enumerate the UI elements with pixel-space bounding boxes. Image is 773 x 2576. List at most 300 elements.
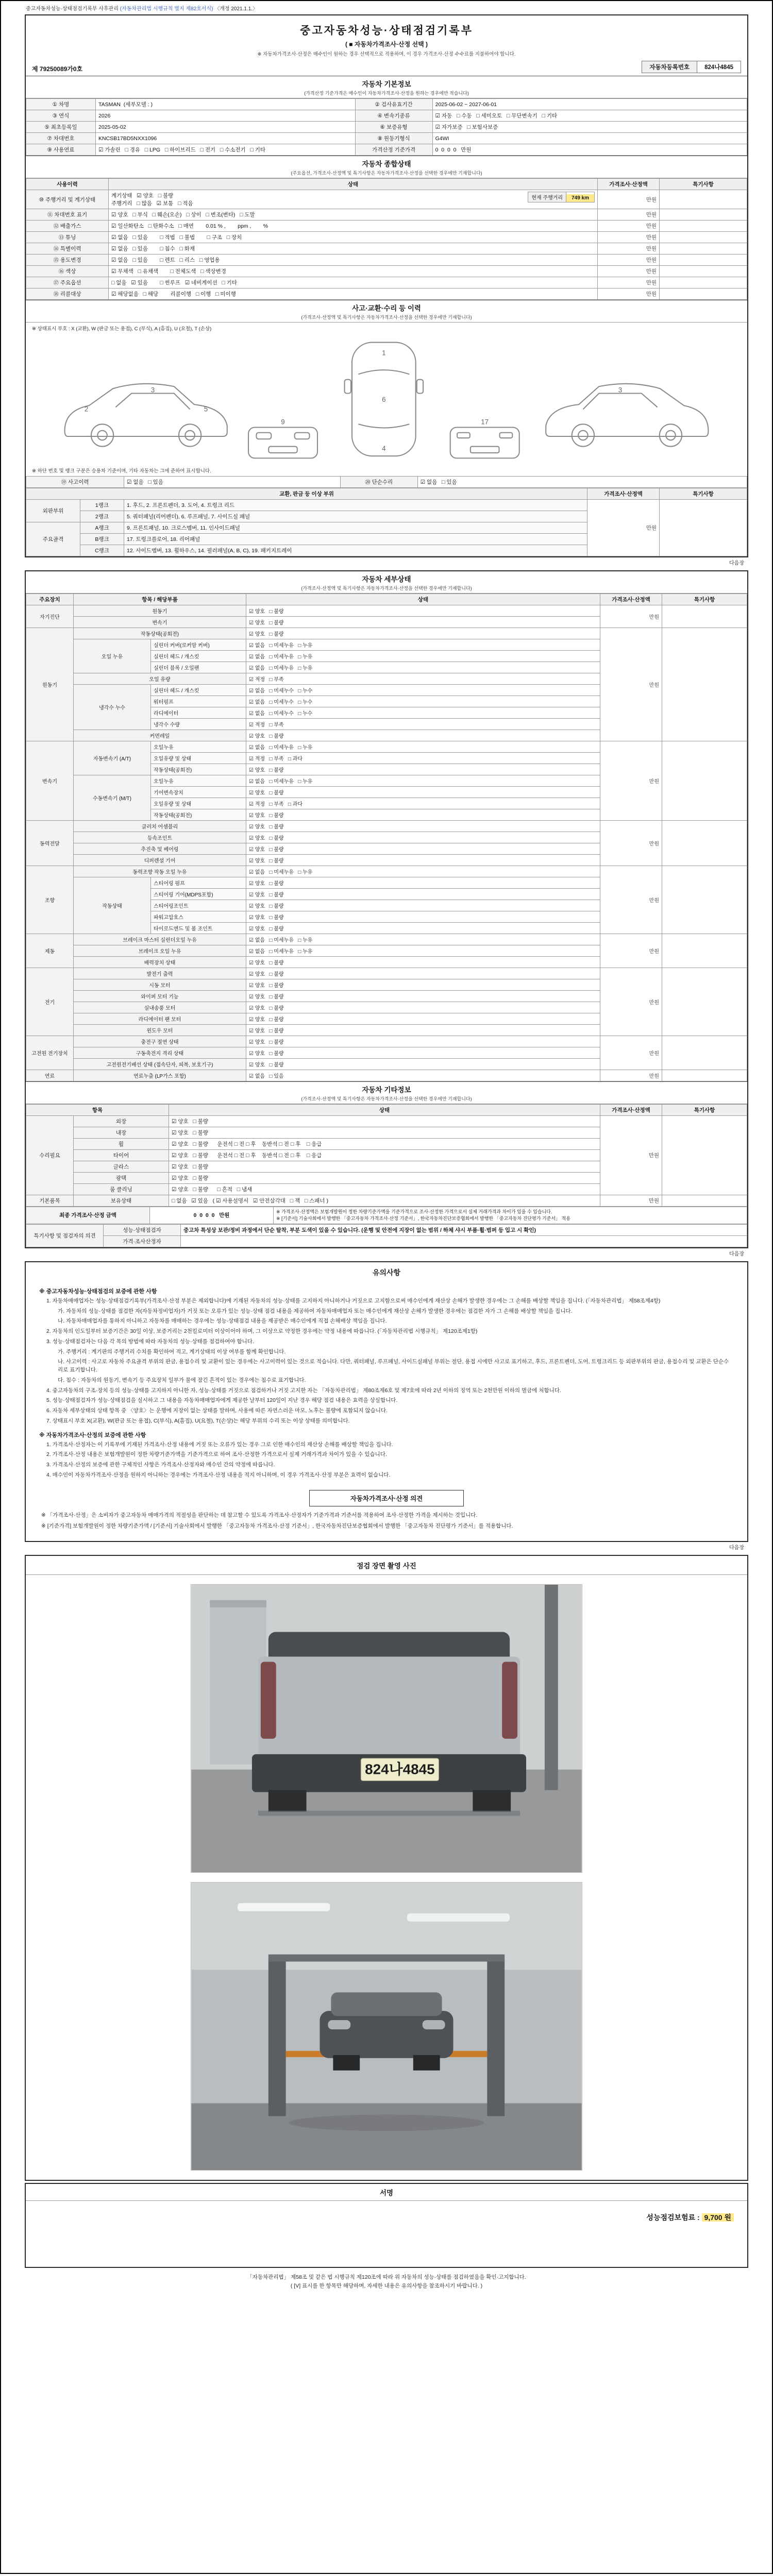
option-line: ☑ 해당없음 □ 해당 리콜이행 □ 이행 □ 미이행 [111, 291, 236, 297]
field-value[interactable]: 0 0 0 0 만원 [432, 144, 747, 156]
appraisal-opinion-par-1: ※ 「가격조사·산정」은 소비자가 중고자동차 매매가격의 적절성을 판단하는 데 참고할 수 있도록 가격조사·산정자가 기준가격과 기준서를 적용하여 조사·산정한 가격을 제시하는 것입니다. [41, 1512, 478, 1518]
item-label: 자동변속기 (A/T) [74, 741, 151, 775]
checkbox-group[interactable]: ☑ 적정 □ 부족 □ 과다 [246, 798, 600, 809]
item-label: 추진축 및 베어링 [74, 843, 246, 854]
field-label: ⑧ 원동기형식 [355, 133, 432, 144]
form-reference-note [25, 3, 748, 14]
signature-area[interactable] [26, 2201, 747, 2267]
price-cell: 만원 [600, 1115, 662, 1195]
checkbox-group[interactable]: ☑ 없음 □ 미세누유 □ 누유 [246, 662, 600, 673]
subitem-label: 스티어링 펌프 [151, 877, 246, 888]
subitem-label: 실린더 블록 / 오일팬 [151, 662, 246, 673]
subitem-label: 파워고압호스 [151, 911, 246, 922]
section-note: (가격조사·산정액 및 특기사항은 자동차가격조사·산정을 선택한 경우에만 기재합니다) [301, 1096, 472, 1101]
device-label: 변속기 [26, 741, 74, 820]
checkbox-group[interactable] [109, 266, 598, 277]
basic-info-row [26, 144, 747, 156]
subitem-label: 스티어링 기어(MDPS포함) [151, 888, 246, 900]
item-label: 와이퍼 모터 기능 [74, 990, 246, 1002]
section-overall-state [26, 156, 747, 178]
rank-parts: 17. 트렁크플로어, 18. 리어패널 [124, 533, 587, 545]
checkbox-group[interactable]: ☑ 양호 □ 불량 [246, 854, 600, 866]
note-cell [662, 820, 747, 866]
subitem-label: 실린더 헤드 / 개스킷 [151, 684, 246, 696]
col-state: 상태 [169, 1104, 600, 1115]
item-label: 브레이크 마스터 실린더오일 누유 [74, 934, 246, 945]
overall-state-table [26, 178, 747, 300]
checkbox-group[interactable]: ☑ 적정 □ 부족 □ 과다 [246, 752, 600, 764]
field-label: ② 검사유효기간 [355, 99, 432, 110]
notices-title: 유의사항 [372, 1268, 401, 1277]
notice-item: 2. 자동차의 인도일부터 보증기간은 30일 이상, 보증거리는 2천킬로미터 이상이어야 하며, 그 이상으로 약정한 경우에는 약정 내용에 따릅니다. (「자동차관리법 시행규칙」 제120조제1항) [46, 1328, 478, 1335]
overall-state-row [26, 243, 747, 255]
svg-text:6: 6 [382, 395, 386, 403]
document-number-row [26, 61, 747, 76]
opinion-section-label: 특기사항 및 점검자의 의견 [26, 1224, 104, 1247]
item-label: 라디에이터 팬 모터 [74, 1013, 246, 1024]
price-cell: 만원 [600, 628, 662, 741]
photos-box [25, 1555, 748, 2181]
inspector-opinion-row [26, 1235, 747, 1247]
field-value[interactable]: G4WI [432, 133, 747, 144]
simple-repair-options[interactable]: ☑ 없음 □ 있음 [417, 476, 747, 487]
item-label: 오일 누유 [74, 639, 151, 673]
section-note: (주요옵션, 가격조사·산정액 및 특기사항은 자동차가격조사·산정을 선택한 경우에만 기재합니다) [291, 171, 482, 176]
checkbox-group[interactable] [109, 255, 598, 266]
svg-text:3: 3 [618, 386, 623, 394]
registration-number-box [642, 61, 741, 73]
subitem-label: 작동상태(공회전) [151, 809, 246, 820]
checkbox-group[interactable] [109, 221, 598, 232]
item-label: ⑰ 주요옵션 [26, 277, 109, 289]
detail-state-row [26, 820, 747, 832]
price-cell: 만원 [598, 232, 660, 243]
diagram-basis-note: ※ 하단 번호 및 랭크 구분은 승용차 기준이며, 기타 자동차는 그에 준하여 표시합니다. [32, 468, 211, 474]
rank-parts: 5. 쿼터패널(리어펜더), 6. 루프패널, 7. 사이드실 패널 [124, 511, 587, 522]
next-page-link[interactable]: 다음장 [729, 1545, 744, 1551]
item-label: 발전기 출력 [74, 968, 246, 979]
note-cell [662, 1115, 747, 1195]
field-value[interactable]: KNCSB17BD5NXX1096 [96, 133, 356, 144]
field-value[interactable]: 2025-05-02 [96, 122, 356, 133]
insurance-fee [646, 2212, 734, 2223]
checkbox-group[interactable]: ☑ 양호 □ 불량 [246, 764, 600, 775]
option-line: ☑ 양호 □ 부식 □ 훼손(오손) □ 상이 □ 변조(변타) □ 도말 [111, 212, 255, 218]
note-cell [660, 243, 747, 255]
inspector-opinion-row [26, 1224, 747, 1235]
svg-text:4: 4 [382, 444, 386, 452]
final-price-table [26, 1207, 747, 1224]
final-price-notes [274, 1207, 747, 1224]
next-page-link[interactable]: 다음장 [729, 560, 744, 566]
signature-box [25, 2183, 748, 2268]
field-label: 가격산정 기준가격 [355, 144, 432, 156]
inspector-opinion-text[interactable]: 중고차 특성상 보관/정비 과정에서 단순 탈착, 부분 도색이 있을 수 있습니다. (운행 및 안전에 지장이 없는 범위 / 하체 샤시 부품·휠·범퍼 등 입고 시 확인) [181, 1224, 747, 1235]
detail-state-row [26, 866, 747, 877]
svg-text:1: 1 [382, 349, 386, 357]
checkbox-group[interactable]: ☑ 양호 □ 불량 [169, 1127, 600, 1138]
field-label: ③ 연식 [26, 110, 96, 122]
item-label: 보유상태 [74, 1195, 169, 1206]
checkbox-group[interactable]: ☑ 양호 □ 불량 [246, 843, 600, 854]
checkbox-group[interactable]: ☑ 양호 □ 불량 [246, 832, 600, 843]
checkbox-group[interactable]: ☑ 양호 □ 불량 [246, 900, 600, 911]
item-label: 변속기 [74, 616, 246, 628]
field-value[interactable]: ☑ 가솔린 □ 경유 □ LPG □ 하이브리드 □ 전기 □ 수소전기 □ 기타 [96, 144, 356, 156]
item-label: ⑫ 배출가스 [26, 221, 109, 232]
price-cell: 만원 [600, 968, 662, 1036]
checkbox-group[interactable]: ☑ 양호 □ 불량 [246, 1047, 600, 1058]
checkbox-group[interactable]: ☑ 적정 □ 부족 [246, 718, 600, 730]
option-line: 주행거리 □ 많음 ☑ 보통 □ 적음 [111, 200, 193, 207]
inspection-photo-lift [191, 1882, 582, 2171]
final-price-note-1: ※ 가격조사·산정액은 보험개발원이 정한 차량기준가액을 기준가격으로 조사·산정한 가격으로서 실제 거래가격과 차이가 있을 수 있습니다. [276, 1209, 552, 1214]
vehicle-damage-diagram[interactable] [41, 333, 732, 466]
svg-text:9: 9 [281, 418, 285, 426]
rank-label: C랭크 [80, 545, 124, 556]
item-label: 외장 [74, 1115, 169, 1127]
price-cell: 만원 [598, 221, 660, 232]
subitem-label: 오일유량 및 상태 [151, 752, 246, 764]
checkbox-group[interactable]: ☑ 양호 □ 불량 [246, 1036, 600, 1047]
detail-state-row [26, 1036, 747, 1047]
inspection-photo-rear [191, 1584, 582, 1873]
section-accident-history [26, 300, 747, 323]
notice-item: 3. 성능·상태점검자는 다음 각 목의 방법에 따라 자동차의 성능·상태를 점검하여야 합니다. [46, 1338, 254, 1345]
subitem-label: 실린더 헤드 / 개스킷 [151, 650, 246, 662]
main-form-box [25, 14, 748, 557]
item-label: 시동 모터 [74, 979, 246, 990]
rank-label: 2랭크 [80, 511, 124, 522]
note-cell [660, 209, 747, 221]
checkbox-group[interactable]: ☑ 양호 □ 불량 [246, 877, 600, 888]
detail-state-row [26, 741, 747, 752]
col-state: 상태 [246, 594, 600, 605]
item-label: 등속조인트 [74, 832, 246, 843]
checkbox-group[interactable]: ☑ 양호 □ 불량 [246, 605, 600, 616]
option-line: ☑ 없음 □ 있음 □ 적법 □ 불법 □ 구조 □ 장치 [111, 234, 242, 241]
overall-state-row [26, 289, 747, 300]
rank-parts: 12. 사이드멤버, 13. 휠하우스, 14. 필러패널(A, B, C), 19. 패키지트레이 [124, 545, 587, 556]
checkbox-group[interactable]: ☑ 양호 □ 불량 [246, 628, 600, 639]
overall-state-row [26, 221, 747, 232]
checkbox-group[interactable]: ☑ 양호 □ 불량 [246, 922, 600, 934]
subitem-label: 냉각수 수량 [151, 718, 246, 730]
checkbox-group[interactable]: ☑ 양호 □ 불량 [246, 1024, 600, 1036]
rank-label: A랭크 [80, 522, 124, 533]
subitem-label: 라디에이터 [151, 707, 246, 718]
col-note: 특기사항 [660, 179, 747, 190]
checkbox-group[interactable]: ☑ 양호 □ 불량 [246, 888, 600, 900]
item-label: 작동상태(공회전) [74, 628, 246, 639]
notice-item: 5. 성능·상태점검자가 성능·상태점검을 실시하고 그 내용을 자동차매매업자에게 제공한 날부터 120일이 지난 경우 해당 점검 내용은 효력을 상실합니다. [46, 1397, 398, 1404]
checkbox-group[interactable]: ☑ 양호 □ 불량 [169, 1161, 600, 1172]
note-cell [660, 232, 747, 243]
item-label: ⑬ 튜닝 [26, 232, 109, 243]
item-label: 연료누출 (LP가스 포함) [74, 1070, 246, 1081]
item-label: 글라스 [74, 1161, 169, 1172]
checkbox-group[interactable] [109, 277, 598, 289]
notices-content [26, 1287, 747, 1480]
checkbox-group[interactable]: ☑ 적정 □ 부족 [246, 673, 600, 684]
option-line: 계기상태 ☑ 양호 □ 불량 [111, 193, 174, 199]
notice-item: 4. 매수인이 자동차가격조사·산정을 원하지 아니하는 경우에는 가격조사·산정 내용을 적지 아니하며, 이 경우 가격조사·산정 부분은 효력이 없습니다. [46, 1471, 391, 1478]
accident-history-options[interactable]: ☑ 없음 □ 있음 [124, 476, 341, 487]
misc-info-table [26, 1104, 747, 1207]
subitem-label: 오일누유 [151, 775, 246, 786]
checkbox-group[interactable]: ☑ 없음 □ 미세누유 □ 누유 [246, 866, 600, 877]
checkbox-group[interactable]: ☑ 없음 □ 있음 [246, 1070, 600, 1081]
item-label: 구동축전지 격리 상태 [74, 1047, 246, 1058]
checkbox-group[interactable]: ☑ 없음 □ 미세누수 □ 누수 [246, 684, 600, 696]
inspector-opinion-text[interactable] [181, 1235, 747, 1247]
final-price-value[interactable]: 0 0 0 0 만원 [150, 1207, 274, 1224]
item-label: ⑯ 색상 [26, 266, 109, 277]
checkbox-group[interactable]: ☑ 없음 □ 미세누유 □ 누유 [246, 639, 600, 650]
checkbox-group[interactable]: ☑ 양호 □ 불량 [246, 616, 600, 628]
note-cell [662, 1070, 747, 1081]
insurance-fee-label: 성능점검보험료 : [646, 2213, 700, 2222]
subitem-label: 오일누유 [151, 741, 246, 752]
field-value[interactable]: ☑ 자동 □ 수동 □ 세미오토 □ 무단변속기 □ 기타 [432, 110, 747, 122]
field-label: ⑦ 차대번호 [26, 133, 96, 144]
notice-heading: ※ 자동차가격조사·산정의 보증에 관한 사항 [39, 1432, 146, 1438]
note-cell [660, 277, 747, 289]
checkbox-group[interactable]: ☑ 없음 □ 미세누수 □ 누수 [246, 696, 600, 707]
note-cell [660, 190, 747, 209]
legal-footer-line-1: 「자동차관리법」 제58조 및 같은 법 시행규칙 제120조에 따라 위 자동차의 성능·상태를 점검하였음을 확인·고지합니다. [247, 2274, 526, 2281]
subitem-label: 워터펌프 [151, 696, 246, 707]
signature-title: 서명 [26, 2184, 747, 2201]
notice-item: 나. 사고이력 : 사고로 자동차 주요골격 부위의 판금, 용접수리 및 교환이 있는 경우에는 사고이력이 있는 것으로 적습니다. 다만, 쿼터패널, 루프패널, 사이드실패널 부위는 절단, 용접 시에만 사고로 표기하고, 후드, 프론트펜더, 도어, 트렁크리드 등 외판부위의 판금, 용접수리 및 교환은 단순수리로 표기합니다. [58, 1359, 729, 1374]
device-label: 조향 [26, 866, 74, 934]
notice-item: 나. 자동차매매업자를 통하지 아니하고 자동차를 매매하는 경우에는 성능·상태점검 내용을 제공받은 매수인에게 직접 손해배상 책임을 집니다. [58, 1318, 387, 1325]
license-plate-text: 824나4845 [365, 1761, 435, 1777]
checkbox-group[interactable] [109, 243, 598, 255]
misc-info-row [26, 1115, 747, 1127]
basic-info-table [26, 98, 747, 156]
section-note: (가격조사·산정액 및 특기사항은 자동차가격조사·산정을 선택한 경우에만 기재합니다) [301, 315, 472, 320]
checkbox-group[interactable]: ☑ 없음 □ 미세누유 □ 누유 [246, 945, 600, 956]
note-cell [660, 221, 747, 232]
final-price-label: 최종 가격조사·산정 금액 [26, 1207, 150, 1224]
checkbox-group[interactable]: ☑ 양호 □ 불량 운전석 □ 전 □ 후 동반석 □ 전 □ 후 □ 응급 [169, 1149, 600, 1161]
field-value[interactable]: ☑ 자가보증 □ 보험사보증 [432, 122, 747, 133]
note-cell [662, 934, 747, 968]
group-label: 기본품목 [26, 1195, 74, 1206]
accident-history-table [26, 476, 747, 488]
detail-state-row [26, 628, 747, 639]
svg-text:2: 2 [84, 405, 89, 413]
checkbox-group[interactable]: ☑ 없음 □ 미세누유 □ 누유 [246, 741, 600, 752]
form-revision-text: 〈개정 2021.1.1.〉 [214, 6, 258, 12]
checkbox-group[interactable] [109, 190, 598, 209]
price-cell: 만원 [600, 1195, 662, 1206]
price-cell: 만원 [600, 820, 662, 866]
device-label: 전기 [26, 968, 74, 1036]
checkbox-group[interactable] [109, 232, 598, 243]
price-cell: 만원 [598, 255, 660, 266]
svg-text:3: 3 [150, 386, 155, 394]
page-title: 중고자동차성능·상태점검기록부 [300, 25, 473, 37]
notice-item: 4. 중고자동차의 구조·장치 등의 성능·상태를 고지하지 아니한 자, 성능·상태를 거짓으로 점검하거나 거짓 고지한 자는 「자동차관리법」 제80조제6호 및 제7호에 따라 2년 이하의 징역 또는 2천만원 이하의 벌금에 처합니다. [46, 1387, 561, 1394]
section-note: (가격조사·산정액 및 특기사항은 자동차가격조사·산정을 선택한 경우에만 기재합니다) [301, 585, 472, 591]
notice-item: 6. 자동차 세부상태의 상태 항목 중 〈양호〉는 운행에 지장이 없는 상태를 말하며, 사용에 따른 자연스러운 마모, 노후는 불량에 포함되지 않습니다. [46, 1408, 388, 1414]
photo-lift-view [191, 1883, 582, 2170]
misc-info-row [26, 1195, 747, 1206]
note-cell [662, 741, 747, 820]
price-appraisal-option[interactable]: ( ■ 자동차가격조사·산정 선택 ) [345, 41, 428, 48]
device-label: 동력전달 [26, 820, 74, 866]
note-cell [660, 255, 747, 266]
inspector-opinion-table [26, 1224, 747, 1247]
item-label: 충전구 절연 상태 [74, 1036, 246, 1047]
notice-item: 3. 가격조사·산정의 보증에 관한 구체적인 사항은 가격조사·산정자와 매수인 간의 약정에 따릅니다. [46, 1462, 275, 1468]
subitem-label: 실린더 커버(로커암 커버) [151, 639, 246, 650]
item-label: 작동상태 [74, 877, 151, 934]
section-title: 자동차 종합상태 [362, 160, 411, 168]
checkbox-group[interactable]: ☑ 양호 □ 불량 [246, 786, 600, 798]
basic-info-row [26, 99, 747, 110]
field-label: ⑥ 보증유형 [355, 122, 432, 133]
item-label: ⑱ 리콜대상 [26, 289, 109, 300]
exchange-rank-row [26, 499, 747, 511]
col-note: 특기사항 [662, 1104, 747, 1115]
device-label: 고전원 전기장치 [26, 1036, 74, 1070]
checkbox-group[interactable] [109, 209, 598, 221]
checkbox-group[interactable]: ☑ 양호 □ 불량 [246, 1058, 600, 1070]
checkbox-group[interactable]: ☑ 양호 □ 불량 [246, 730, 600, 741]
checkbox-group[interactable]: ☑ 양호 □ 불량 운전석 □ 전 □ 후 동반석 □ 전 □ 후 □ 응급 [169, 1138, 600, 1149]
item-label: 내장 [74, 1127, 169, 1138]
checkbox-group[interactable]: ☑ 없음 □ 미세누수 □ 누수 [246, 707, 600, 718]
option-line: ☑ 일산화탄소 □ 탄화수소 □ 매연 0.01 % , ppm , % [111, 223, 268, 229]
col-item: 항목 [26, 1104, 169, 1115]
price-appraisal-note: ※ 자동차가격조사·산정은 매수인이 원하는 경우 선택적으로 적용하며, 이 경우 가격조사·산정 수수료를 지불하여야 합니다. [257, 52, 516, 57]
price-cell: 만원 [598, 209, 660, 221]
item-label: ⑭ 특별이력 [26, 243, 109, 255]
registration-number-label: 자동차등록번호 [642, 61, 697, 73]
item-label: 배력장치 상태 [74, 956, 246, 968]
document-number: 제 79250089가0호 [32, 65, 83, 73]
note-cell [662, 866, 747, 934]
field-label: ① 차명 [26, 99, 96, 110]
checkbox-group[interactable]: ☑ 양호 □ 불량 □ 흔적 □ 냄새 [169, 1183, 600, 1195]
inspector-role-label: 성능·상태점검자 [104, 1224, 181, 1235]
section-note: (가격산정 기준가격은 매수인이 자동차가격조사·산정을 원하는 경우에만 적습니다) [304, 91, 469, 96]
svg-text:5: 5 [204, 405, 208, 413]
subitem-label: 스티어링조인트 [151, 900, 246, 911]
notice-item: 가. 주행거리 : 계기판의 주행거리 수치를 확인하여 적고, 계기상태의 이상 여부를 함께 확인합니다. [58, 1348, 286, 1355]
item-label: 광택 [74, 1172, 169, 1183]
col-price: 가격조사·산정액 [587, 488, 660, 499]
detail-state-row [26, 1070, 747, 1081]
rank-parts: 9. 프론트패널, 10. 크로스멤버, 11. 인사이드패널 [124, 522, 587, 533]
col-device: 주요장치 [26, 594, 74, 605]
rank-label: 1랭크 [80, 499, 124, 511]
col-item: 항목 / 해당부품 [74, 594, 246, 605]
col-state: 상태 [109, 179, 598, 190]
item-label: ⑮ 용도변경 [26, 255, 109, 266]
checkbox-group[interactable]: ☑ 양호 □ 불량 [246, 956, 600, 968]
price-cell: 만원 [600, 866, 662, 934]
field-value[interactable]: TASMAN (세부모델 : ) [96, 99, 356, 110]
note-cell [662, 968, 747, 1036]
form-number-text: (자동차관리법 시행규칙 별지 제82호서식) [120, 6, 213, 12]
checkbox-group[interactable]: ☑ 양호 □ 불량 [246, 1002, 600, 1013]
item-label: 디퍼렌셜 기어 [74, 854, 246, 866]
col-note: 특기사항 [660, 488, 747, 499]
note-cell [662, 1036, 747, 1070]
price-cell: 만원 [598, 289, 660, 300]
notice-item: 다. 침수 : 자동차의 원동기, 변속기 등 주요장치 일부가 물에 잠긴 흔적이 있는 경우에는 침수로 표기합니다. [58, 1377, 306, 1383]
checkbox-group[interactable]: □ 없음 ☑ 있음 ( ☑ 사용설명서 ☑ 안전삼각대 □ 잭 □ 스패너 ) [169, 1195, 600, 1206]
checkbox-group[interactable]: ☑ 없음 □ 미세누유 □ 누유 [246, 650, 600, 662]
checkbox-group[interactable]: ☑ 양호 □ 불량 [246, 1013, 600, 1024]
item-label: 수동변속기 (M/T) [74, 775, 151, 820]
next-page-link[interactable]: 다음장 [729, 1251, 744, 1257]
field-label: ⑨ 사용연료 [26, 144, 96, 156]
checkbox-group[interactable]: ☑ 양호 □ 불량 [169, 1115, 600, 1127]
device-label: 원동기 [26, 628, 74, 741]
checkbox-group[interactable]: ☑ 양호 □ 불량 [169, 1172, 600, 1183]
main-frame-label: 주요골격 [26, 522, 80, 556]
checkbox-group[interactable]: ☑ 양호 □ 불량 [246, 809, 600, 820]
section-title: 자동차 기본정보 [362, 80, 411, 88]
basic-info-row [26, 133, 747, 144]
detail-state-row [26, 934, 747, 945]
subitem-label: 오일유량 및 상태 [151, 798, 246, 809]
item-label: 클러치 어셈블리 [74, 820, 246, 832]
checkbox-group[interactable]: ☑ 양호 □ 불량 [246, 968, 600, 979]
damage-code-legend: ※ 상태표시 부호 : X (교환), W (판금 또는 용접), C (부식), A (흠집), U (요철), T (손상) [32, 326, 212, 332]
accident-history-label: ⑲ 사고이력 [26, 476, 124, 487]
checkbox-group[interactable]: ☑ 양호 □ 불량 [246, 911, 600, 922]
detail-state-table [26, 594, 747, 1081]
photos-title: 점검 장면 촬영 사진 [26, 1556, 747, 1575]
note-cell [662, 628, 747, 741]
option-line: ☑ 없음 □ 있음 □ 렌트 □ 리스 □ 영업용 [111, 257, 220, 263]
overall-state-row [26, 232, 747, 243]
notice-item: 7. 상태표시 부호 X(교환), W(판금 또는 용접), C(부식), A(흠집), U(요철), T(손상)는 해당 부위의 수리 또는 이상 상태를 의미합니다. [46, 1417, 350, 1424]
section-misc-info [26, 1081, 747, 1104]
registration-number-value[interactable]: 824나4845 [697, 61, 741, 73]
checkbox-group[interactable]: ☑ 양호 □ 불량 [246, 820, 600, 832]
field-value[interactable]: 2026 [96, 110, 356, 122]
document-sheet [25, 3, 748, 2291]
field-value[interactable]: 2025-06-02 ~ 2027-06-01 [432, 99, 747, 110]
checkbox-group[interactable] [109, 289, 598, 300]
price-cell: 만원 [598, 243, 660, 255]
item-label: 커먼레일 [74, 730, 246, 741]
checkbox-group[interactable]: ☑ 없음 □ 미세누유 □ 누유 [246, 934, 600, 945]
notice-item: 1. 자동차매매업자는 성능·상태점검기록부(가격조사·산정 부분은 제외합니다)에 기재된 자동차의 성능·상태를 고지하지 아니하거나 거짓으로 고지함으로써 매수인에게 재산상 손해가 발생한 경우에는 그 손해를 배상할 책임을 집니다. (「자동차관리법」 제58조제4항) [46, 1297, 661, 1304]
device-label: 제동 [26, 934, 74, 968]
exchange-rank-table [26, 488, 747, 556]
item-label: 동력조향 작동 오일 누유 [74, 866, 246, 877]
checkbox-group[interactable]: ☑ 양호 □ 불량 [246, 979, 600, 990]
legal-footer [25, 2273, 748, 2291]
notice-item: 가. 자동차의 성능·상태를 점검한 자(자동차정비업자)가 거짓 또는 오류가 있는 성능·상태 점검 내용을 제공하여 자동차매매업자 또는 매수인에게 재산상 손해가 발생한 경우에는 점검한 자가 그 손해를 배상할 책임을 집니다. [58, 1308, 573, 1314]
basic-info-row [26, 110, 747, 122]
price-cell: 만원 [600, 741, 662, 820]
option-line: ☑ 무채색 □ 유채색 □ 전체도색 □ 색상변경 [111, 268, 226, 275]
checkbox-group[interactable]: ☑ 양호 □ 불량 [246, 990, 600, 1002]
price-cell: 만원 [587, 499, 660, 556]
checkbox-group[interactable]: ☑ 없음 □ 미세누유 □ 누유 [246, 775, 600, 786]
item-label: 휠 [74, 1138, 169, 1149]
item-label: 오일 유량 [74, 673, 246, 684]
